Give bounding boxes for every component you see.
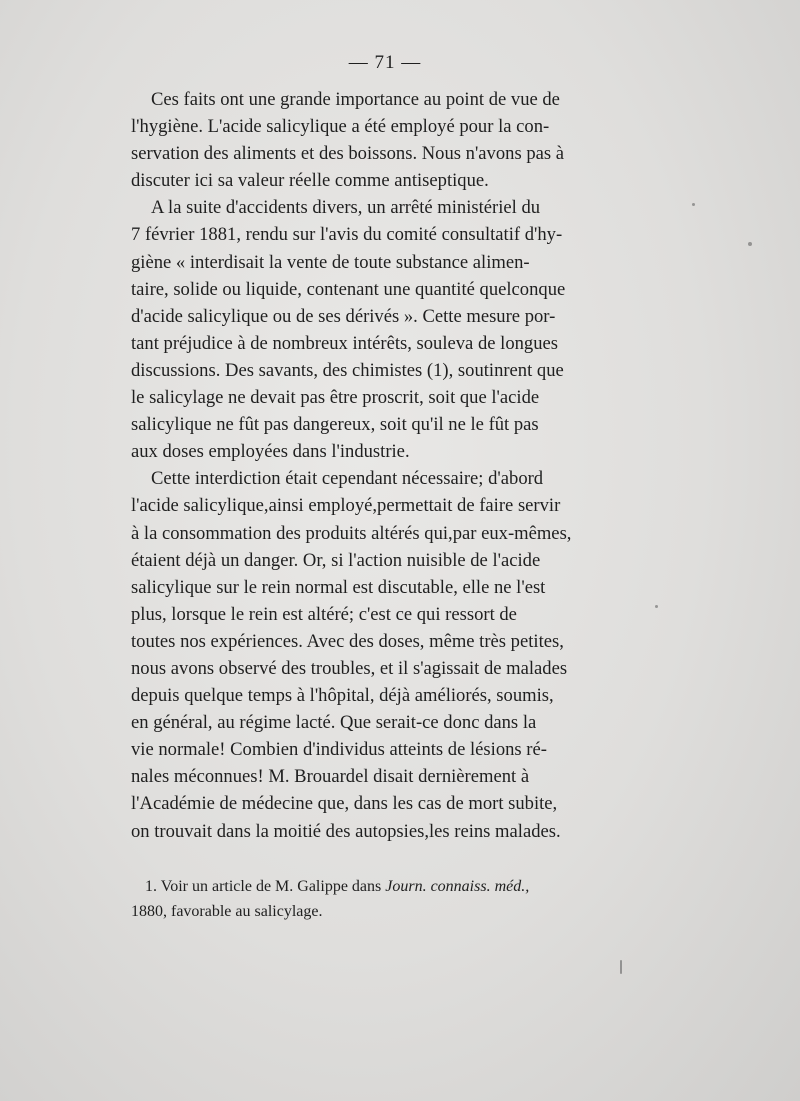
text-line: giène « interdisait la vente de toute substance alimen-	[131, 251, 530, 273]
text-line: A la suite d'accidents divers, un arrêté ministériel du	[151, 197, 541, 219]
scan-speck	[620, 960, 622, 974]
text-line: plus, lorsque le rein est altéré; c'est ce qui ressort de	[131, 603, 517, 625]
body-text	[131, 86, 646, 845]
text-line: vie normale! Combien d'individus atteints de lésions ré-	[131, 739, 547, 761]
text-line: nous avons observé des troubles, et il s'agissait de malades	[131, 657, 568, 679]
text-line: étaient déjà un danger. Or, si l'action nuisible de l'acide	[131, 549, 541, 571]
text-line: salicylique ne fût pas dangereux, soit qu'il ne le fût pas	[131, 414, 539, 436]
text-line: taire, solide ou liquide, contenant une quantité quelconque	[131, 278, 566, 300]
scan-speck	[748, 242, 752, 246]
text-line: Cette interdiction était cependant nécessaire; d'abord	[151, 468, 544, 490]
page-number: — 71 —	[348, 52, 422, 73]
text-line: toutes nos expériences. Avec des doses, même très petites,	[131, 630, 564, 652]
text-line: tant préjudice à de nombreux intérêts, souleva de longues	[131, 332, 559, 354]
text-line: aux doses employées dans l'industrie.	[131, 441, 410, 463]
text-line: discussions. Des savants, des chimistes (1), soutinrent que	[131, 359, 564, 381]
text-line: le salicylage ne devait pas être proscrit, soit que l'acide	[131, 387, 540, 409]
footnote-line: 1. Voir un article de M. Galippe dans Journ. connaiss. méd.,	[145, 878, 530, 895]
text-line: depuis quelque temps à l'hôpital, déjà améliorés, soumis,	[131, 685, 554, 707]
footnote-line: 1880, favorable au salicylage.	[131, 903, 323, 920]
text-line: servation des aliments et des boissons. Nous n'avons pas à	[131, 143, 565, 165]
text-line: discuter ici sa valeur réelle comme antiseptique.	[131, 170, 489, 192]
text-line: Ces faits ont une grande importance au point de vue de	[151, 89, 560, 110]
text-line: nales méconnues! M. Brouardel disait dernièrement à	[131, 766, 530, 788]
text-line: l'acide salicylique,ainsi employé,permettait de faire servir	[131, 495, 561, 517]
text-line: on trouvait dans la moitié des autopsies,les reins malades.	[131, 820, 561, 842]
text-line: salicylique sur le rein normal est discutable, elle ne l'est	[131, 576, 546, 598]
text-line: en général, au régime lacté. Que serait-ce donc dans la	[131, 712, 537, 734]
text-line: l'Académie de médecine que, dans les cas de mort subite,	[131, 793, 558, 815]
text-line: l'hygiène. L'acide salicylique a été employé pour la con-	[131, 116, 550, 138]
text-line: à la consommation des produits altérés qui,par eux-mêmes,	[131, 522, 572, 544]
text-line: d'acide salicylique ou de ses dérivés ». Cette mesure por-	[131, 305, 556, 327]
footnote	[131, 874, 646, 924]
scan-speck	[692, 203, 695, 206]
text-line: 7 février 1881, rendu sur l'avis du comité consultatif d'hy-	[131, 224, 563, 246]
scan-speck	[655, 605, 658, 608]
